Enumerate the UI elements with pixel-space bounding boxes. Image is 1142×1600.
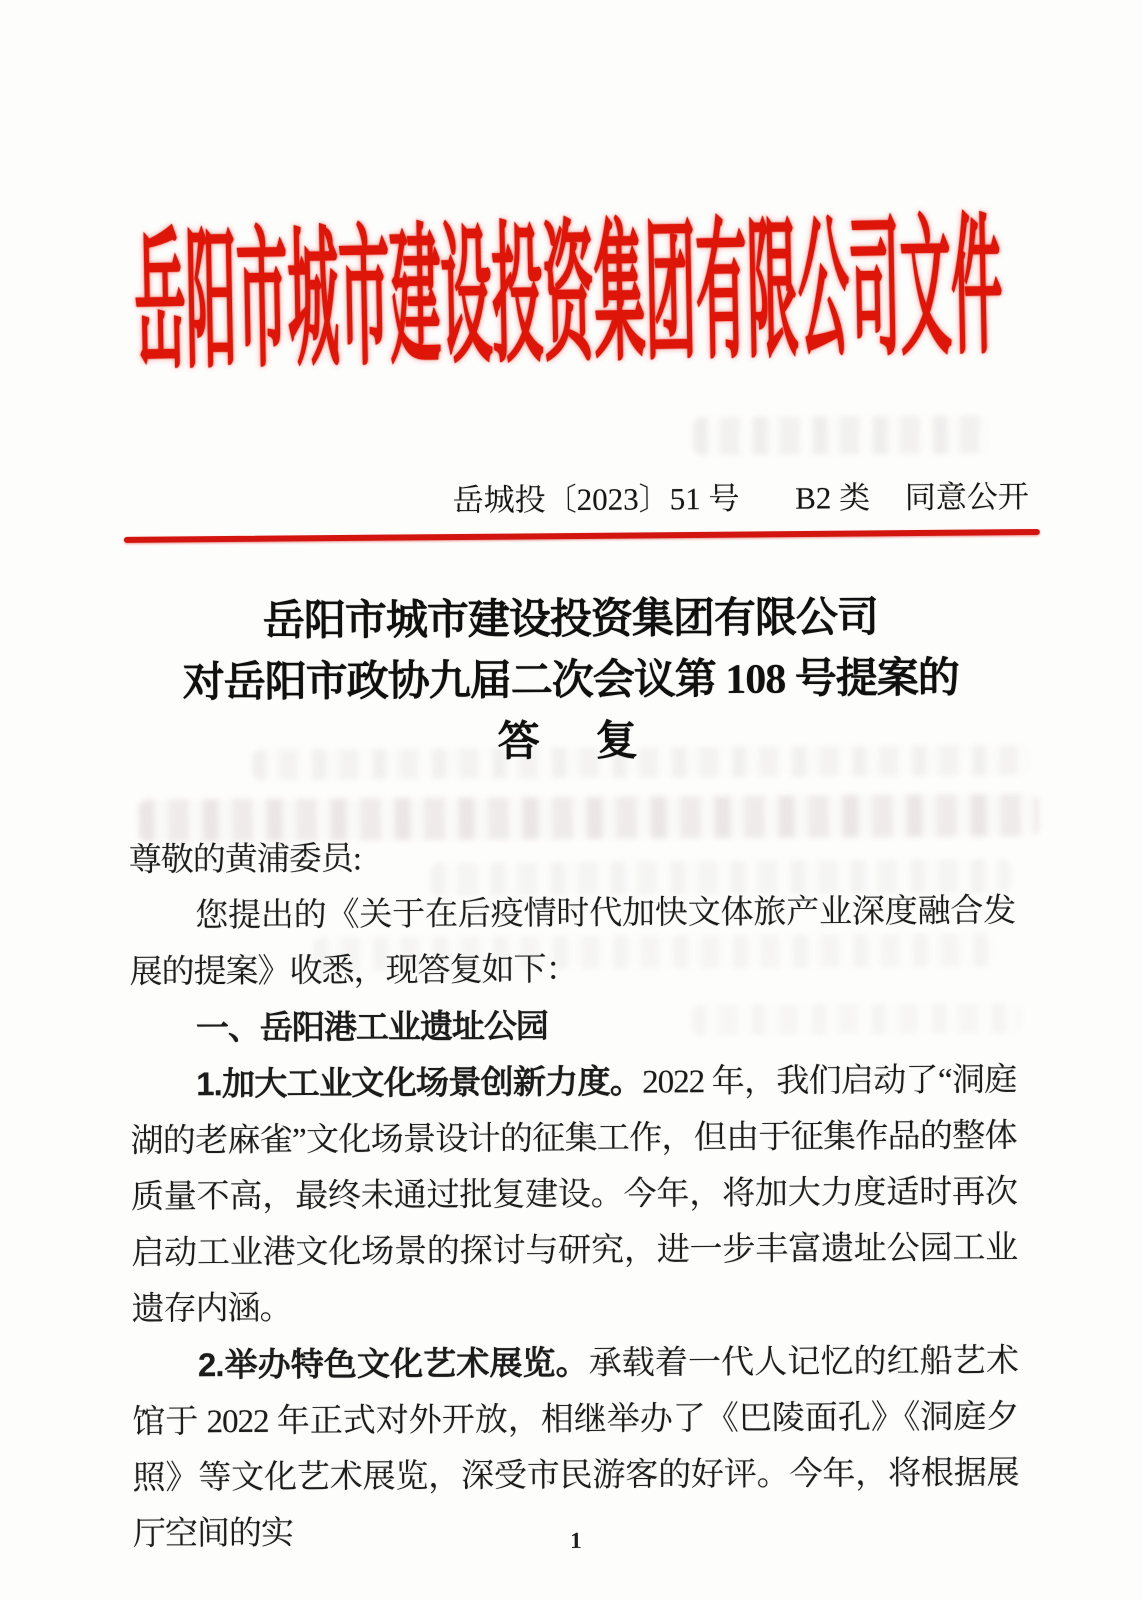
paragraph-item-1-lead: 1.加大工业文化场景创新力度。	[196, 1062, 643, 1103]
title-line-2: 对岳阳市政协九届二次会议第 108 号提案的	[182, 655, 959, 707]
red-divider-line	[124, 529, 1040, 543]
red-letterhead-banner	[0, 202, 1140, 389]
title-line-1: 岳阳市城市建设投资集团有限公司	[262, 595, 879, 645]
paragraph-item-2-lead: 2.举办特色文化艺术展览。	[197, 1343, 589, 1384]
doc-meta-line	[452, 471, 1028, 520]
org-banner-text: 岳阳市城市建设投资集团有限公司文件	[133, 202, 1004, 389]
doc-number: 岳城投〔2023〕51 号	[452, 480, 740, 518]
doc-classification: B2 类	[795, 480, 871, 516]
salutation: 尊敬的黄浦委员:	[128, 841, 362, 879]
bleedthrough-mark	[693, 415, 988, 455]
section-heading-1: 一、岳阳港工业遗址公园	[195, 1007, 548, 1047]
doc-publicity-status: 同意公开	[904, 479, 1029, 515]
paragraph-item-1	[130, 1051, 1018, 1337]
paragraph-item-2-text: 承载着一代人记忆的红船艺术馆于 2022 年正式对外开放，相继举办了《巴陵面孔》《洞庭夕照》等文化艺术展览，深受市民游客的好评。今年，将根据展厅空间的实	[132, 1343, 1019, 1553]
page-number: 1	[570, 1527, 582, 1554]
document-body	[129, 827, 1019, 1562]
paragraph-item-1-text: 2022 年，我们启动了“洞庭湖的老麻雀”文化场景设计的征集工作，但由于征集作品的整体质量不高，最终未通过批复建设。今年，将加大力度适时再次启动工业港文化场景的探讨与研究，进一步丰富遗址公园工业遗存内涵。	[130, 1062, 1018, 1328]
intro-paragraph: 您提出的《关于在后疫情时代加快文体旅产业深度融合发展的提案》收悉，现答复如下：	[129, 893, 1016, 991]
title-line-3: 答 复	[497, 718, 645, 766]
document-title	[0, 587, 1142, 777]
